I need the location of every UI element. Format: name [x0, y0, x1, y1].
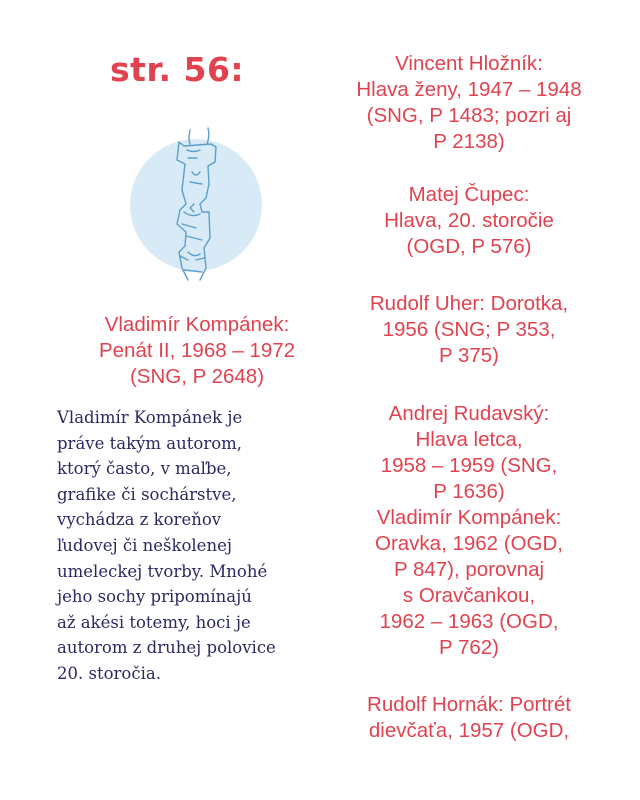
reference-line: Vincent Hložník: — [395, 52, 543, 75]
body-line: grafike či sochárstve, — [57, 484, 237, 504]
reference-hornak — [338, 692, 600, 744]
reference-line: Andrej Rudavský: — [388, 402, 550, 425]
reference-line: 1956 (SNG; P 353, — [382, 318, 556, 341]
illustration-caption — [55, 312, 339, 390]
reference-line: s Oravčankou, — [402, 584, 536, 607]
totem-sculpture-icon — [130, 120, 262, 290]
reference-line: (OGD, P 576) — [406, 235, 532, 258]
caption-line: Penát II, 1968 – 1972 — [98, 339, 296, 362]
reference-line: Oravka, 1962 (OGD, — [375, 532, 563, 555]
reference-hloznik — [338, 51, 600, 155]
reference-line: Matej Čupec: — [408, 183, 530, 206]
illustration-circle — [130, 139, 262, 271]
reference-kompanek-oravka — [338, 505, 600, 661]
reference-cupec — [338, 182, 600, 260]
reference-line: Hlava ženy, 1947 – 1948 — [356, 78, 582, 101]
reference-line: P 2138) — [433, 130, 505, 153]
body-line: až akési totemy, hoci je — [57, 612, 251, 632]
body-line: ktorý často, v maľbe, — [57, 459, 232, 479]
caption-line: Vladimír Kompánek: — [104, 313, 290, 336]
reference-line: P 375) — [438, 344, 500, 367]
reference-line: Rudolf Hornák: Portrét — [367, 693, 571, 716]
reference-line: dievčaťa, 1957 (OGD, — [368, 719, 570, 742]
reference-line: 1958 – 1959 (SNG, — [380, 454, 558, 477]
reference-rudavsky — [338, 401, 600, 505]
body-line: Vladimír Kompánek je — [57, 408, 243, 427]
body-line: autorom z druhej polovice — [57, 638, 276, 658]
page-reference-heading: str. 56: — [110, 50, 245, 89]
body-line: 20. storočia. — [57, 663, 161, 683]
body-line: jeho sochy pripomínajú — [57, 587, 252, 607]
reference-line: Hlava, 20. storočie — [384, 209, 554, 232]
reference-line: P 762) — [438, 636, 500, 659]
reference-line: (SNG, P 1483; pozri aj — [366, 104, 572, 127]
body-paragraph — [57, 405, 327, 687]
body-line: ľudovej či neškolenej — [57, 535, 232, 555]
body-line: práve takým autorom, — [57, 433, 243, 453]
reference-line: 1962 – 1963 (OGD, — [379, 610, 559, 633]
reference-uher — [338, 291, 600, 369]
reference-line: P 847), porovnaj — [393, 558, 545, 581]
body-line: umeleckej tvorby. Mnohé — [57, 561, 268, 581]
reference-line: Vladimír Kompánek: — [376, 506, 562, 529]
reference-line: Hlava letca, — [415, 428, 523, 451]
body-line: vychádza z koreňov — [57, 510, 222, 530]
caption-line: (SNG, P 2648) — [129, 365, 265, 388]
reference-line: Rudolf Uher: Dorotka, — [369, 292, 569, 315]
reference-line: P 1636) — [433, 480, 505, 503]
